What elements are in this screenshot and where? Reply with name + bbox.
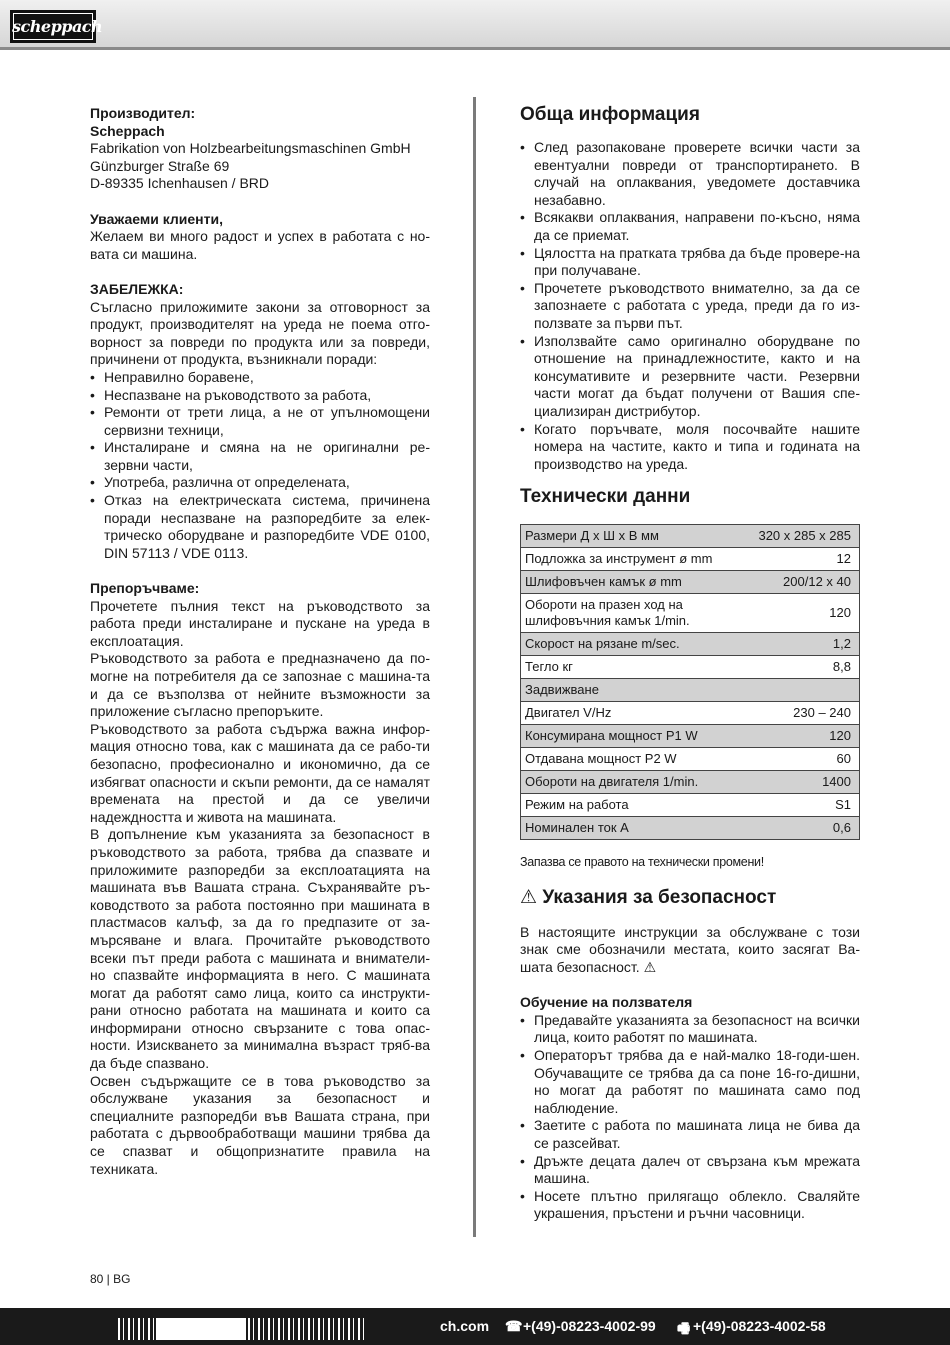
barcode-graphic [118, 1318, 368, 1340]
table-cell-value: 1400 [754, 771, 859, 794]
tech-data-table [520, 524, 860, 840]
manufacturer-line: Fabrikation von Holzbearbeitungsmaschinen GmbH [90, 140, 411, 157]
general-info-list [520, 139, 860, 473]
table-cell-label: Отдавана мощност P2 W [521, 748, 755, 771]
table-cell-value: 320 x 285 x 285 [754, 525, 859, 548]
table-row [521, 702, 860, 725]
list-item: • Заетите с работа по машината лица не бива да се разсейват. [520, 1117, 860, 1152]
table-row [521, 794, 860, 817]
table-cell-label: Обороти на празен ход на шлифовъчния камък 1/min. [521, 594, 755, 633]
list-item: • Неспазване на ръководството за работа, [90, 387, 430, 405]
list-item: • Употреба, различна от определената, [90, 474, 430, 492]
recommend-paragraph: Ръководството за работа е предназначено да по-могне на потребителя да се запознае с машина-та и да се възползва от нейните възможности за приложение съгласно препоръките. [90, 650, 430, 720]
safety-heading-text: Указания за безопасност [542, 886, 777, 908]
list-item: • Отказ на електрическата система, причинена поради неспазване на разпоредбите за елек-трическо оборудване и разпоредбите VDE 0100, DIN 57113 / VDE 0113. [90, 492, 430, 562]
table-cell-value: 8,8 [754, 656, 859, 679]
table-cell-label: Подложка за инструмент ø mm [521, 548, 755, 571]
list-item: • Неправилно боравене, [90, 369, 430, 387]
note-list [90, 369, 430, 563]
table-row [521, 525, 860, 548]
list-item: • Инсталиране и смяна на не оригинални ре-зервни части, [90, 439, 430, 474]
tech-note: Запазва се правото на технически промени! [520, 855, 764, 870]
table-cell-value: 1,2 [754, 633, 859, 656]
table-cell-label: Консумирана мощност P1 W [521, 725, 755, 748]
list-item: • Носете плътно прилягащо облекло. Сваляйте украшения, пръстени и ръчни часовници. [520, 1188, 860, 1223]
list-item: • Използвайте само оригинално оборудване по отношение на принадлежностите, както и на консумативите и резервните части. Резервни части могат да бъдат получени от Вашия спе-циализиран дистрибутор. [520, 333, 860, 421]
table-cell-value: 0,6 [754, 817, 859, 840]
footer-bar [0, 1308, 950, 1345]
table-cell-label: Шлифовъчен камък ø mm [521, 571, 755, 594]
training-title: Обучение на ползвателя [520, 994, 693, 1011]
right-column [520, 105, 860, 1223]
recommend-paragraph: В допълнение към указанията за безопасност в ръководството за работа, трябва да спазвате и приложимите разпоредби за експлоатацията на машината във Вашата страна. Съхранявайте ръ-ководството за работа постоянно при машината в пластмасов калъф, за да го предпазите от за-мърсяване и влага. Прочитайте ръководството всеки път преди работа с машината и вниматели-но спазвайте информацията в него. С машината могат да работят само лица, които са инструкти-рани относно работата на машината и които са информирани относно свързаните с това опас-ности. Изискването за минимална възраст тряб-ва да бъде спазвано. [90, 826, 430, 1072]
phone-icon: ☎ [505, 1318, 523, 1334]
table-cell-label: Режим на работа [521, 794, 755, 817]
left-column [90, 105, 430, 1178]
safety-intro [520, 924, 860, 977]
table-cell-label: Двигател V/Hz [521, 702, 755, 725]
list-item: • Цялостта на пратката трябва да бъде провере-на при получаване. [520, 245, 860, 280]
table-cell-label: Тегло кг [521, 656, 755, 679]
brand-logo: scheppach [10, 10, 96, 43]
table-cell-value: 230 – 240 [754, 702, 859, 725]
table-cell-label: Скорост на рязане m/sec. [521, 633, 755, 656]
table-row [521, 679, 860, 702]
table-row [521, 771, 860, 794]
table-cell-label: Обороти на двигателя 1/min. [521, 771, 755, 794]
fax-number: +(49)-08223-4002-58 [693, 1318, 826, 1334]
recommend-title: Препоръчваме: [90, 580, 200, 597]
safety-intro-text: В настоящите инструкции за обслужване с този знак сме обозначили местата, които засягат Ва-шата безопасност. [520, 923, 860, 976]
manufacturer-line: D-89335 Ichenhausen / BRD [90, 175, 269, 192]
tech-data-heading: Технически данни [520, 486, 691, 508]
page-number: 80 | BG [90, 1272, 131, 1286]
manufacturer-label: Производител: [90, 105, 196, 121]
table-row [521, 633, 860, 656]
column-divider [473, 97, 476, 1237]
table-row [521, 817, 860, 840]
warning-icon: ⚠ [643, 959, 657, 976]
table-row [521, 656, 860, 679]
greeting-text: Желаем ви много радост и успех в работата с но-вата си машина. [90, 228, 430, 262]
list-item: • Предавайте указанията за безопасност на всички лица, които работят по машината. [520, 1012, 860, 1047]
general-info-heading: Обща информация [520, 104, 700, 125]
list-item: • Всякакви оплаквания, направени по-късно, няма да се приемат. [520, 209, 860, 244]
table-cell-value: S1 [754, 794, 859, 817]
website-link[interactable]: ch.com [440, 1318, 490, 1334]
table-cell-value: 120 [754, 594, 859, 633]
note-text: Съгласно приложимите закони за отговорност за продукт, производителят на уреда не поема отго-ворност за повреди по продукта или за повреди, причинени от продукта, възникнали поради: [90, 298, 430, 368]
table-cell-value [754, 679, 859, 702]
table-cell-value: 120 [754, 725, 859, 748]
table-cell-label: Размери Д х Ш х В мм [521, 525, 755, 548]
list-item: • Операторът трябва да е най-малко 18-годи-шен. Обучаващите се трябва да са поне 16-го-дишни, но могат да работят по машината само под наблюдение. [520, 1047, 860, 1117]
greeting-title: Уважаеми клиенти, [90, 210, 223, 227]
note-title: ЗАБЕЛЕЖКА: [90, 280, 184, 297]
manufacturer-line: Günzburger Straße 69 [90, 157, 230, 174]
list-item: • Прочетете ръководството внимателно, за да се запознаете с работата с уреда, преди да го из-ползвате за първи път. [520, 280, 860, 333]
table-row [521, 725, 860, 748]
table-cell-value: 200/12 x 40 [754, 571, 859, 594]
table-row [521, 748, 860, 771]
table-row [521, 571, 860, 594]
table-row [521, 594, 860, 633]
recommend-paragraph: Прочетете пълния текст на ръководството за работа преди инсталиране и пускане на уреда в експлоатация. [90, 597, 430, 649]
table-cell-value: 12 [754, 548, 859, 571]
recommend-paragraph: Ръководството за работа съдържа важна инфор-мация относно това, как с машината да се рабо-ти безопасно, професионално и икономично, да се избягват опасности и скъпи ремонти, да се намалят времената на престой и да се увеличи надеждността и живота на машината. [90, 720, 430, 825]
list-item: • Когато поръчвате, моля посочвайте нашите номера на частите, както и типа и годината на производство на уреда. [520, 421, 860, 474]
table-row [521, 548, 860, 571]
table-cell-label: Номинален ток A [521, 817, 755, 840]
table-cell-label: Задвижване [521, 679, 755, 702]
warning-icon: ⚠ [520, 886, 538, 908]
list-item: • Ремонти от трети лица, а не от упълномощени сервизни техници, [90, 404, 430, 439]
recommend-paragraph: Освен съдържащите се в това ръководство за обслужване указания за безопасност и специалните разпоредби във Вашата страна, при работата с дървообработващи машини трябва да се спазват и общопризнатите правила на техниката. [90, 1072, 430, 1177]
list-item: • След разопаковане проверете всички части за евентуални повреди от транспортирането. В случай на оплаквания, уведомете доставчика незабавно. [520, 139, 860, 209]
phone-number: +(49)-08223-4002-99 [523, 1318, 656, 1334]
header-bar [0, 0, 950, 50]
table-cell-value: 60 [754, 748, 859, 771]
safety-heading [520, 886, 860, 910]
fax-icon: 🖷 [677, 1320, 691, 1336]
training-list [520, 1012, 860, 1223]
list-item: • Дръжте децата далеч от свързана към мрежата машина. [520, 1153, 860, 1188]
manufacturer-name: Scheppach [90, 122, 165, 139]
